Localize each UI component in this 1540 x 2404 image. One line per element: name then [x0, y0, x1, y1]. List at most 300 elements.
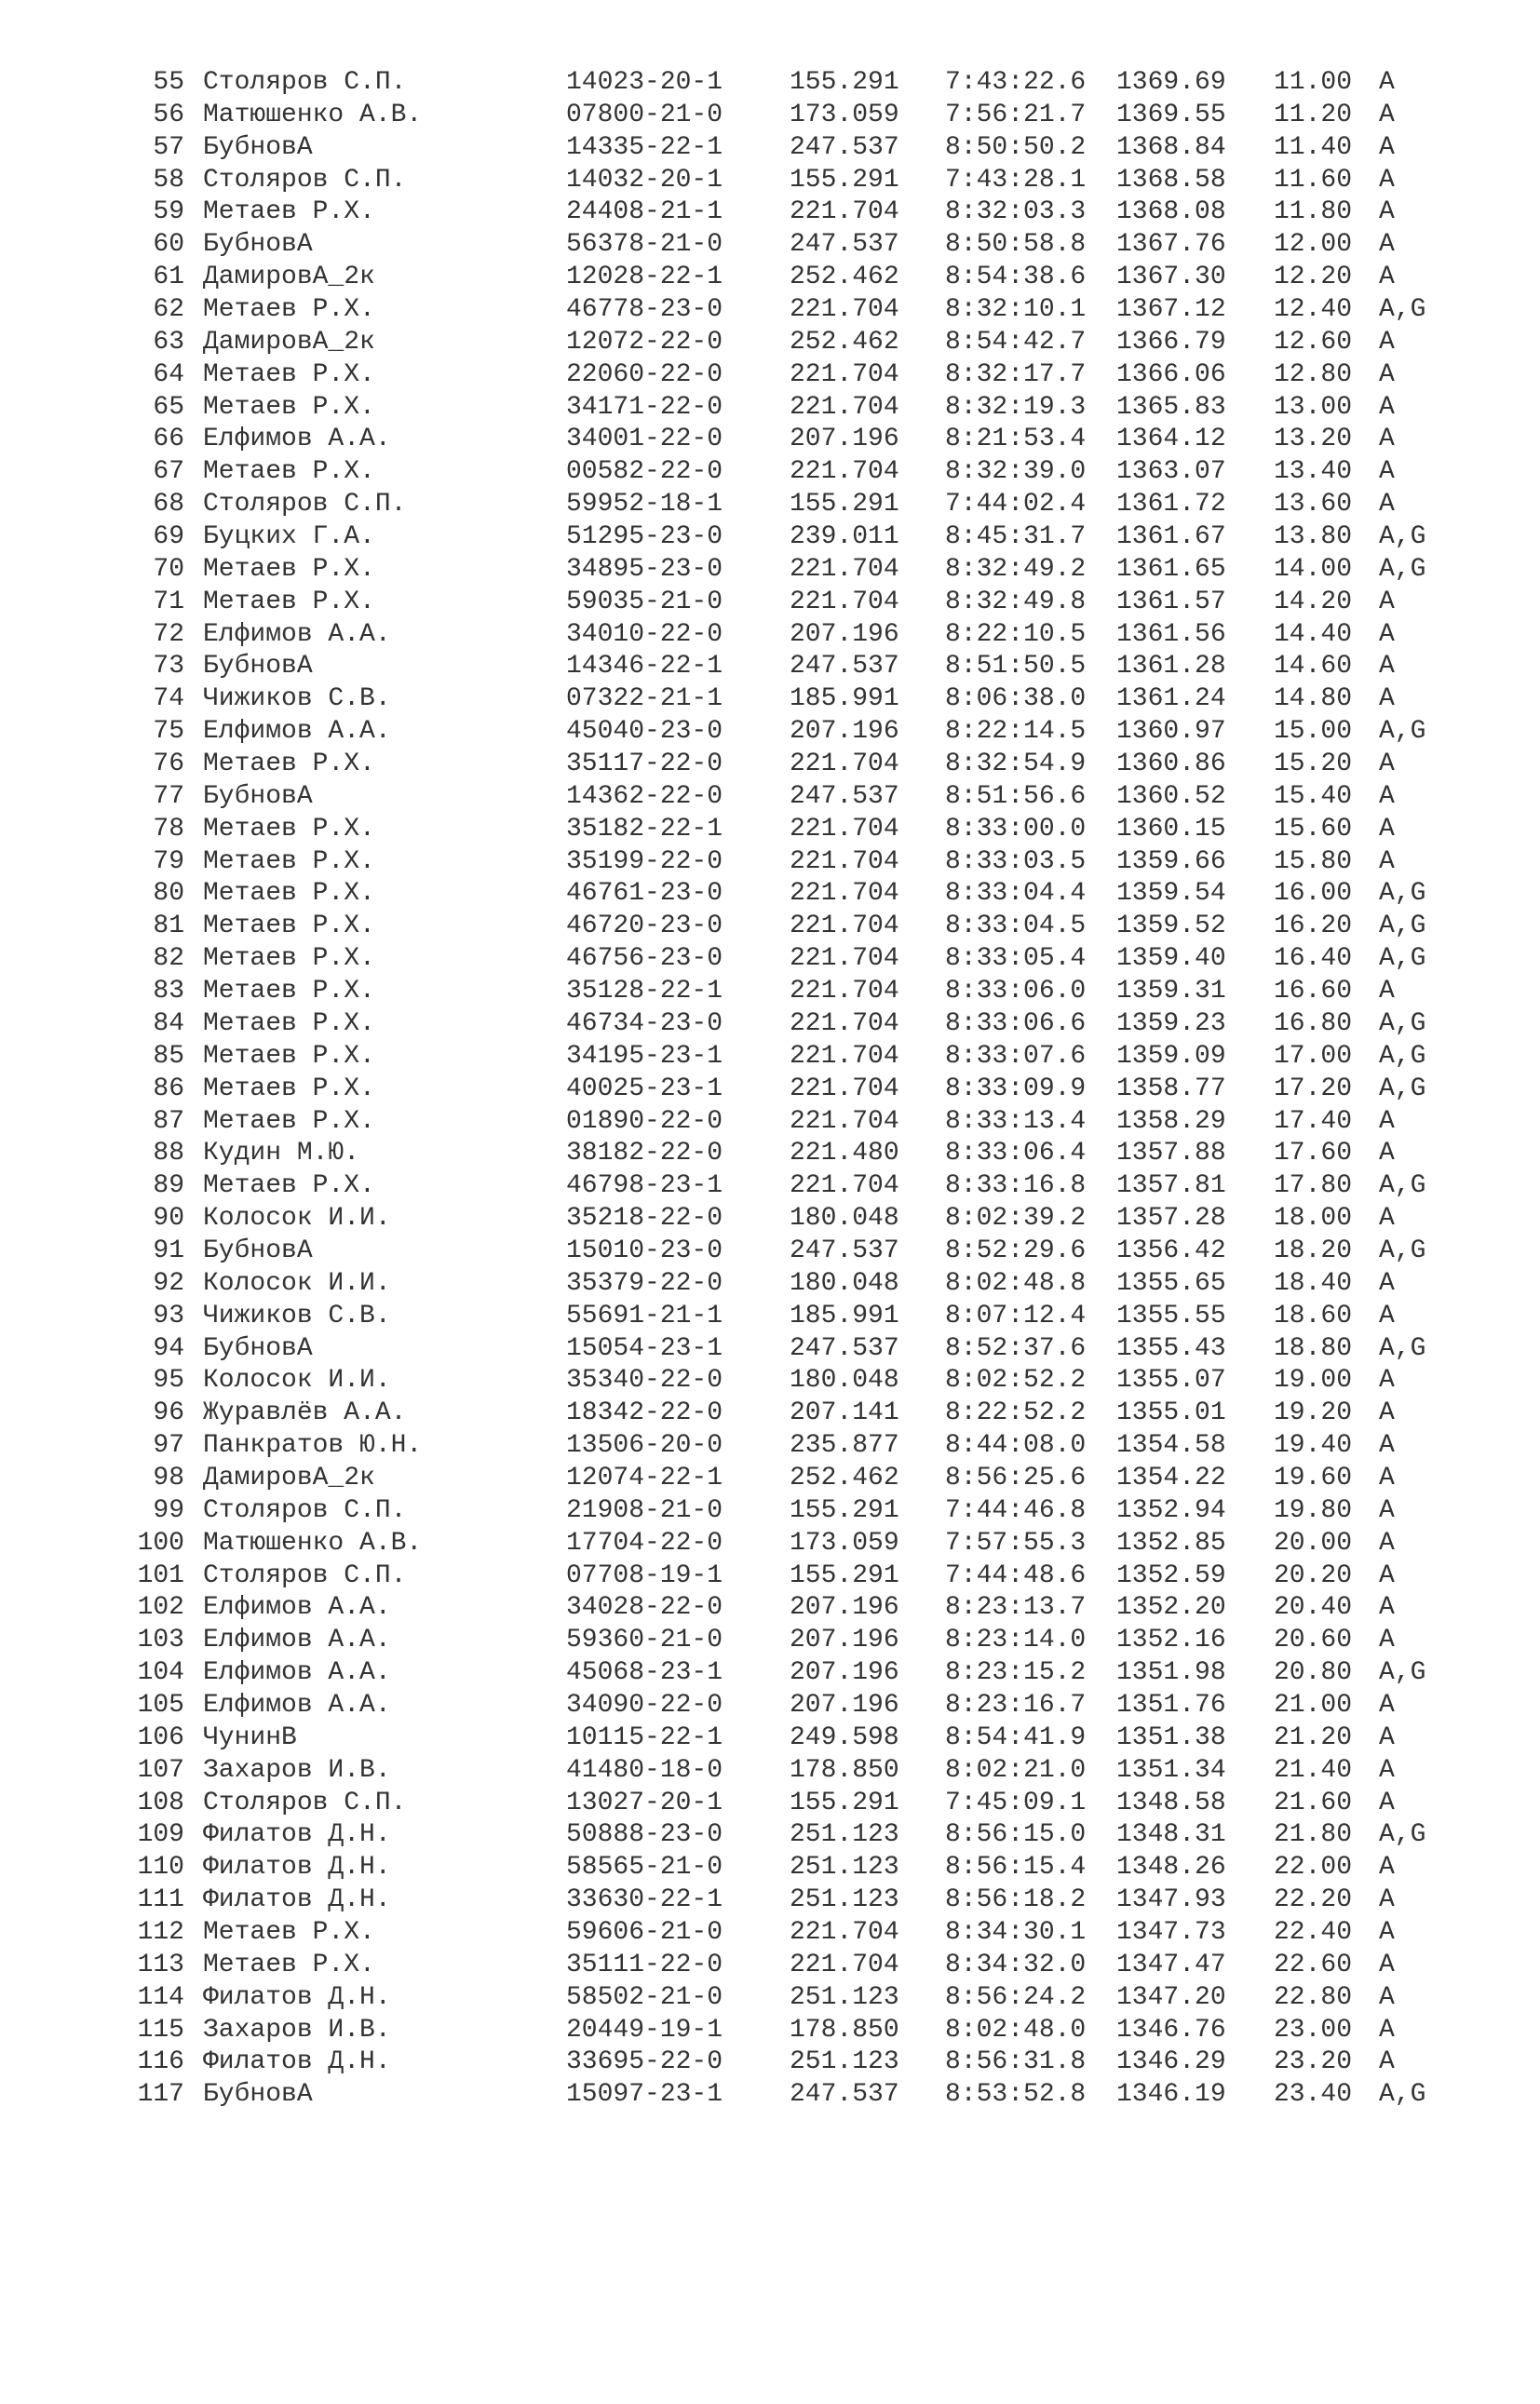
category-flag-cell: A	[1379, 1982, 1395, 2012]
distance-cell: 207.196	[790, 619, 899, 649]
points-cell: 15.60	[1274, 814, 1353, 844]
result-row	[0, 1041, 1540, 1074]
category-flag-cell: A	[1379, 1495, 1395, 1525]
points-cell: 11.80	[1274, 197, 1353, 227]
category-flag-cell: A	[1379, 1788, 1395, 1817]
points-cell: 16.20	[1274, 912, 1353, 941]
distance-cell: 185.991	[790, 684, 899, 714]
speed-cell: 1355.07	[1116, 1366, 1226, 1396]
distance-cell: 155.291	[790, 165, 899, 195]
speed-cell: 1361.67	[1116, 522, 1226, 552]
distance-cell: 207.196	[790, 1626, 899, 1655]
fancier-name-cell: Филатов Д.Н.	[203, 1885, 391, 1915]
rank-cell: 113	[137, 1950, 184, 1979]
distance-cell: 221.704	[790, 912, 899, 941]
distance-cell: 221.704	[790, 554, 899, 584]
flight-time-cell: 8:51:50.5	[945, 652, 1087, 682]
result-row	[0, 1917, 1540, 1950]
rank-cell: 98	[153, 1463, 184, 1492]
fancier-name-cell: Елфимов А.А.	[203, 1690, 391, 1720]
flight-time-cell: 8:02:21.0	[945, 1755, 1087, 1785]
points-cell: 19.80	[1274, 1495, 1353, 1525]
rank-cell: 116	[137, 2047, 184, 2077]
category-flag-cell: A,G	[1379, 1008, 1426, 1038]
rank-cell: 103	[137, 1626, 184, 1655]
speed-cell: 1367.12	[1116, 295, 1226, 325]
rank-cell: 83	[153, 977, 184, 1006]
ring-number-cell: 59035-21-0	[566, 587, 723, 616]
ring-number-cell: 34010-22-0	[566, 619, 723, 649]
flight-time-cell: 8:22:14.5	[945, 717, 1087, 747]
points-cell: 22.60	[1274, 1950, 1353, 1979]
ring-number-cell: 34028-22-0	[566, 1593, 723, 1623]
flight-time-cell: 8:56:24.2	[945, 1982, 1087, 2012]
fancier-name-cell: Чижиков С.В.	[203, 684, 391, 714]
fancier-name-cell: Метаев Р.Х.	[203, 554, 375, 584]
rank-cell: 85	[153, 1041, 184, 1071]
ring-number-cell: 01890-22-0	[566, 1106, 723, 1136]
fancier-name-cell: Метаев Р.Х.	[203, 1074, 375, 1103]
ring-number-cell: 14335-22-1	[566, 132, 723, 162]
ring-number-cell: 51295-23-0	[566, 522, 723, 552]
category-flag-cell: A	[1379, 750, 1395, 779]
distance-cell: 251.123	[790, 1853, 899, 1883]
points-cell: 11.60	[1274, 165, 1353, 195]
result-row	[0, 1950, 1540, 1982]
fancier-name-cell: Метаев Р.Х.	[203, 587, 375, 616]
category-flag-cell: A,G	[1379, 554, 1426, 584]
rank-cell: 82	[153, 944, 184, 974]
category-flag-cell: A	[1379, 2047, 1395, 2077]
category-flag-cell: A	[1379, 1106, 1395, 1136]
distance-cell: 221.704	[790, 197, 899, 227]
points-cell: 22.00	[1274, 1853, 1353, 1883]
category-flag-cell: A	[1379, 1139, 1395, 1168]
result-row	[0, 1852, 1540, 1884]
speed-cell: 1369.55	[1116, 100, 1226, 129]
rank-cell: 59	[153, 197, 184, 227]
points-cell: 16.60	[1274, 977, 1353, 1006]
flight-time-cell: 8:33:16.8	[945, 1171, 1087, 1201]
ring-number-cell: 40025-23-1	[566, 1074, 723, 1103]
points-cell: 14.40	[1274, 619, 1353, 649]
fancier-name-cell: Метаев Р.Х.	[203, 750, 375, 779]
flight-time-cell: 7:57:55.3	[945, 1528, 1087, 1558]
fancier-name-cell: Метаев Р.Х.	[203, 1917, 375, 1947]
fancier-name-cell: БубновА	[203, 652, 313, 682]
distance-cell: 235.877	[790, 1431, 899, 1461]
speed-cell: 1366.79	[1116, 327, 1226, 357]
fancier-name-cell: Филатов Д.Н.	[203, 2047, 391, 2077]
points-cell: 18.20	[1274, 1236, 1353, 1265]
fancier-name-cell: Филатов Д.Н.	[203, 1853, 391, 1883]
flight-time-cell: 7:43:28.1	[945, 165, 1087, 195]
result-row	[0, 1788, 1540, 1820]
ring-number-cell: 35218-22-0	[566, 1204, 723, 1234]
speed-cell: 1352.85	[1116, 1528, 1226, 1558]
category-flag-cell: A,G	[1379, 1820, 1426, 1850]
fancier-name-cell: Елфимов А.А.	[203, 1593, 391, 1623]
flight-time-cell: 8:54:41.9	[945, 1722, 1087, 1752]
rank-cell: 64	[153, 359, 184, 389]
rank-cell: 81	[153, 912, 184, 941]
flight-time-cell: 8:33:00.0	[945, 814, 1087, 844]
points-cell: 20.20	[1274, 1560, 1353, 1590]
result-row	[0, 456, 1540, 489]
ring-number-cell: 46798-23-1	[566, 1171, 723, 1201]
fancier-name-cell: Метаев Р.Х.	[203, 1041, 375, 1071]
ring-number-cell: 18342-22-0	[566, 1398, 723, 1428]
result-row	[0, 554, 1540, 587]
result-row	[0, 424, 1540, 456]
rank-cell: 114	[137, 1982, 184, 2012]
distance-cell: 221.704	[790, 359, 899, 389]
result-row	[0, 1074, 1540, 1106]
category-flag-cell: A,G	[1379, 1333, 1426, 1363]
ring-number-cell: 12074-22-1	[566, 1463, 723, 1492]
speed-cell: 1355.01	[1116, 1398, 1226, 1428]
flight-time-cell: 8:56:15.0	[945, 1820, 1087, 1850]
category-flag-cell: A	[1379, 684, 1395, 714]
result-row	[0, 1268, 1540, 1301]
category-flag-cell: A	[1379, 846, 1395, 876]
distance-cell: 221.704	[790, 846, 899, 876]
category-flag-cell: A	[1379, 457, 1395, 487]
flight-time-cell: 8:32:54.9	[945, 750, 1087, 779]
result-row	[0, 1430, 1540, 1463]
flight-time-cell: 8:44:08.0	[945, 1431, 1087, 1461]
category-flag-cell: A	[1379, 100, 1395, 129]
distance-cell: 155.291	[790, 1560, 899, 1590]
category-flag-cell: A	[1379, 814, 1395, 844]
rank-cell: 107	[137, 1755, 184, 1785]
flight-time-cell: 8:33:06.4	[945, 1139, 1087, 1168]
rank-cell: 95	[153, 1366, 184, 1396]
speed-cell: 1352.20	[1116, 1593, 1226, 1623]
points-cell: 11.00	[1274, 68, 1353, 97]
speed-cell: 1351.76	[1116, 1690, 1226, 1720]
category-flag-cell: A	[1379, 1560, 1395, 1590]
ring-number-cell: 35379-22-0	[566, 1268, 723, 1298]
ring-number-cell: 35111-22-0	[566, 1950, 723, 1979]
category-flag-cell: A	[1379, 1431, 1395, 1461]
rank-cell: 65	[153, 392, 184, 422]
result-row	[0, 1690, 1540, 1722]
distance-cell: 155.291	[790, 490, 899, 520]
points-cell: 19.60	[1274, 1463, 1353, 1492]
fancier-name-cell: ДамировА_2к	[203, 263, 375, 292]
points-cell: 13.00	[1274, 392, 1353, 422]
ring-number-cell: 35182-22-1	[566, 814, 723, 844]
distance-cell: 221.704	[790, 814, 899, 844]
ring-number-cell: 00582-22-0	[566, 457, 723, 487]
result-row	[0, 619, 1540, 652]
fancier-name-cell: Метаев Р.Х.	[203, 1008, 375, 1038]
points-cell: 16.40	[1274, 944, 1353, 974]
points-cell: 18.80	[1274, 1333, 1353, 1363]
rank-cell: 66	[153, 425, 184, 454]
ring-number-cell: 34895-23-0	[566, 554, 723, 584]
ring-number-cell: 35199-22-0	[566, 846, 723, 876]
category-flag-cell: A	[1379, 619, 1395, 649]
speed-cell: 1367.30	[1116, 263, 1226, 292]
category-flag-cell: A,G	[1379, 1658, 1426, 1688]
result-row	[0, 1657, 1540, 1690]
fancier-name-cell: Елфимов А.А.	[203, 1626, 391, 1655]
flight-time-cell: 8:32:10.1	[945, 295, 1087, 325]
ring-number-cell: 56378-21-0	[566, 230, 723, 260]
points-cell: 12.80	[1274, 359, 1353, 389]
ring-number-cell: 14362-22-0	[566, 781, 723, 811]
flight-time-cell: 7:44:48.6	[945, 1560, 1087, 1590]
fancier-name-cell: БубновА	[203, 1236, 313, 1265]
result-row	[0, 976, 1540, 1008]
fancier-name-cell: Метаев Р.Х.	[203, 846, 375, 876]
fancier-name-cell: Журавлёв А.А.	[203, 1398, 407, 1428]
points-cell: 17.80	[1274, 1171, 1353, 1201]
points-cell: 21.60	[1274, 1788, 1353, 1817]
result-row	[0, 587, 1540, 619]
flight-time-cell: 8:34:30.1	[945, 1917, 1087, 1947]
rank-cell: 104	[137, 1658, 184, 1688]
category-flag-cell: A,G	[1379, 912, 1426, 941]
ring-number-cell: 46761-23-0	[566, 879, 723, 909]
fancier-name-cell: Метаев Р.Х.	[203, 457, 375, 487]
flight-time-cell: 8:33:07.6	[945, 1041, 1087, 1071]
category-flag-cell: A	[1379, 1755, 1395, 1785]
rank-cell: 94	[153, 1333, 184, 1363]
points-cell: 17.20	[1274, 1074, 1353, 1103]
category-flag-cell: A	[1379, 392, 1395, 422]
fancier-name-cell: БубновА	[203, 1333, 313, 1363]
rank-cell: 73	[153, 652, 184, 682]
fancier-name-cell: Филатов Д.Н.	[203, 1982, 391, 2012]
rank-cell: 93	[153, 1301, 184, 1330]
distance-cell: 247.537	[790, 132, 899, 162]
fancier-name-cell: Колосок И.И.	[203, 1366, 391, 1396]
speed-cell: 1368.84	[1116, 132, 1226, 162]
fancier-name-cell: БубновА	[203, 132, 313, 162]
distance-cell: 221.704	[790, 977, 899, 1006]
category-flag-cell: A	[1379, 781, 1395, 811]
fancier-name-cell: Метаев Р.Х.	[203, 944, 375, 974]
flight-time-cell: 8:32:19.3	[945, 392, 1087, 422]
result-row	[0, 2079, 1540, 2112]
result-row	[0, 846, 1540, 879]
ring-number-cell: 15010-23-0	[566, 1236, 723, 1265]
category-flag-cell: A	[1379, 1690, 1395, 1720]
fancier-name-cell: Панкратов Ю.Н.	[203, 1431, 423, 1461]
result-row	[0, 1819, 1540, 1852]
speed-cell: 1357.28	[1116, 1204, 1226, 1234]
distance-cell: 207.196	[790, 1593, 899, 1623]
distance-cell: 155.291	[790, 1788, 899, 1817]
fancier-name-cell: Столяров С.П.	[203, 165, 407, 195]
result-row	[0, 196, 1540, 229]
fancier-name-cell: Метаев Р.Х.	[203, 1171, 375, 1201]
speed-cell: 1368.08	[1116, 197, 1226, 227]
flight-time-cell: 8:54:38.6	[945, 263, 1087, 292]
category-flag-cell: A	[1379, 1398, 1395, 1428]
result-row	[0, 1236, 1540, 1268]
points-cell: 14.80	[1274, 684, 1353, 714]
distance-cell: 221.480	[790, 1139, 899, 1168]
fancier-name-cell: Метаев Р.Х.	[203, 392, 375, 422]
ring-number-cell: 07322-21-1	[566, 684, 723, 714]
flight-time-cell: 7:45:09.1	[945, 1788, 1087, 1817]
ring-number-cell: 34195-23-1	[566, 1041, 723, 1071]
ring-number-cell: 13506-20-0	[566, 1431, 723, 1461]
flight-time-cell: 8:23:14.0	[945, 1626, 1087, 1655]
fancier-name-cell: Столяров С.П.	[203, 490, 407, 520]
rank-cell: 100	[137, 1528, 184, 1558]
points-cell: 13.60	[1274, 490, 1353, 520]
speed-cell: 1364.12	[1116, 425, 1226, 454]
speed-cell: 1354.58	[1116, 1431, 1226, 1461]
result-row	[0, 1365, 1540, 1398]
category-flag-cell: A,G	[1379, 1171, 1426, 1201]
speed-cell: 1358.29	[1116, 1106, 1226, 1136]
result-row	[0, 132, 1540, 165]
rank-cell: 70	[153, 554, 184, 584]
category-flag-cell: A	[1379, 490, 1395, 520]
flight-time-cell: 8:02:48.8	[945, 1268, 1087, 1298]
fancier-name-cell: Колосок И.И.	[203, 1268, 391, 1298]
points-cell: 23.40	[1274, 2080, 1353, 2110]
points-cell: 21.00	[1274, 1690, 1353, 1720]
ring-number-cell: 20449-19-1	[566, 2015, 723, 2045]
ring-number-cell: 07800-21-0	[566, 100, 723, 129]
rank-cell: 56	[153, 100, 184, 129]
ring-number-cell: 34090-22-0	[566, 1690, 723, 1720]
result-row	[0, 943, 1540, 976]
category-flag-cell: A,G	[1379, 944, 1426, 974]
distance-cell: 221.704	[790, 1106, 899, 1136]
flight-time-cell: 8:33:04.4	[945, 879, 1087, 909]
points-cell: 14.60	[1274, 652, 1353, 682]
category-flag-cell: A,G	[1379, 2080, 1426, 2110]
distance-cell: 185.991	[790, 1301, 899, 1330]
result-row	[0, 1755, 1540, 1788]
speed-cell: 1367.76	[1116, 230, 1226, 260]
ring-number-cell: 46756-23-0	[566, 944, 723, 974]
result-row	[0, 1333, 1540, 1366]
distance-cell: 178.850	[790, 1755, 899, 1785]
distance-cell: 247.537	[790, 1236, 899, 1265]
result-row	[0, 262, 1540, 294]
points-cell: 14.20	[1274, 587, 1353, 616]
fancier-name-cell: Матюшенко А.В.	[203, 1528, 423, 1558]
rank-cell: 102	[137, 1593, 184, 1623]
points-cell: 18.00	[1274, 1204, 1353, 1234]
distance-cell: 221.704	[790, 879, 899, 909]
result-row	[0, 814, 1540, 846]
flight-time-cell: 8:02:39.2	[945, 1204, 1087, 1234]
speed-cell: 1347.47	[1116, 1950, 1226, 1979]
distance-cell: 247.537	[790, 652, 899, 682]
rank-cell: 79	[153, 846, 184, 876]
flight-time-cell: 8:54:42.7	[945, 327, 1087, 357]
category-flag-cell: A	[1379, 1463, 1395, 1492]
distance-cell: 180.048	[790, 1366, 899, 1396]
rank-cell: 89	[153, 1171, 184, 1201]
rank-cell: 97	[153, 1431, 184, 1461]
flight-time-cell: 8:23:15.2	[945, 1658, 1087, 1688]
flight-time-cell: 8:52:29.6	[945, 1236, 1087, 1265]
speed-cell: 1355.55	[1116, 1301, 1226, 1330]
distance-cell: 247.537	[790, 781, 899, 811]
rank-cell: 72	[153, 619, 184, 649]
result-row	[0, 2046, 1540, 2079]
ring-number-cell: 10115-22-1	[566, 1722, 723, 1752]
category-flag-cell: A	[1379, 2015, 1395, 2045]
flight-time-cell: 8:23:13.7	[945, 1593, 1087, 1623]
points-cell: 19.40	[1274, 1431, 1353, 1461]
rank-cell: 68	[153, 490, 184, 520]
rank-cell: 71	[153, 587, 184, 616]
flight-time-cell: 8:32:49.8	[945, 587, 1087, 616]
flight-time-cell: 8:21:53.4	[945, 425, 1087, 454]
category-flag-cell: A,G	[1379, 717, 1426, 747]
ring-number-cell: 14032-20-1	[566, 165, 723, 195]
ring-number-cell: 12072-22-0	[566, 327, 723, 357]
category-flag-cell: A,G	[1379, 1074, 1426, 1103]
flight-time-cell: 7:43:22.6	[945, 68, 1087, 97]
distance-cell: 251.123	[790, 1820, 899, 1850]
points-cell: 15.40	[1274, 781, 1353, 811]
distance-cell: 252.462	[790, 327, 899, 357]
category-flag-cell: A	[1379, 1593, 1395, 1623]
points-cell: 23.20	[1274, 2047, 1353, 2077]
fancier-name-cell: Метаев Р.Х.	[203, 879, 375, 909]
ring-number-cell: 35128-22-1	[566, 977, 723, 1006]
ring-number-cell: 15054-23-1	[566, 1333, 723, 1363]
flight-time-cell: 8:33:03.5	[945, 846, 1087, 876]
result-row	[0, 1138, 1540, 1170]
speed-cell: 1369.69	[1116, 68, 1226, 97]
distance-cell: 221.704	[790, 1074, 899, 1103]
rank-cell: 115	[137, 2015, 184, 2045]
flight-time-cell: 8:52:37.6	[945, 1333, 1087, 1363]
speed-cell: 1359.31	[1116, 977, 1226, 1006]
flight-time-cell: 8:23:16.7	[945, 1690, 1087, 1720]
rank-cell: 88	[153, 1139, 184, 1168]
points-cell: 20.00	[1274, 1528, 1353, 1558]
distance-cell: 221.704	[790, 1950, 899, 1979]
fancier-name-cell: Метаев Р.Х.	[203, 814, 375, 844]
category-flag-cell: A	[1379, 1204, 1395, 1234]
speed-cell: 1359.23	[1116, 1008, 1226, 1038]
ring-number-cell: 58502-21-0	[566, 1982, 723, 2012]
category-flag-cell: A,G	[1379, 1041, 1426, 1071]
ring-number-cell: 55691-21-1	[566, 1301, 723, 1330]
fancier-name-cell: Матюшенко А.В.	[203, 100, 423, 129]
points-cell: 14.00	[1274, 554, 1353, 584]
points-cell: 16.80	[1274, 1008, 1353, 1038]
rank-cell: 112	[137, 1917, 184, 1947]
ring-number-cell: 35340-22-0	[566, 1366, 723, 1396]
flight-time-cell: 8:32:17.7	[945, 359, 1087, 389]
category-flag-cell: A	[1379, 425, 1395, 454]
points-cell: 20.60	[1274, 1626, 1353, 1655]
category-flag-cell: A	[1379, 359, 1395, 389]
ring-number-cell: 59360-21-0	[566, 1626, 723, 1655]
fancier-name-cell: БубновА	[203, 781, 313, 811]
fancier-name-cell: Захаров И.В.	[203, 1755, 391, 1785]
category-flag-cell: A	[1379, 587, 1395, 616]
distance-cell: 221.704	[790, 1041, 899, 1071]
points-cell: 15.80	[1274, 846, 1353, 876]
